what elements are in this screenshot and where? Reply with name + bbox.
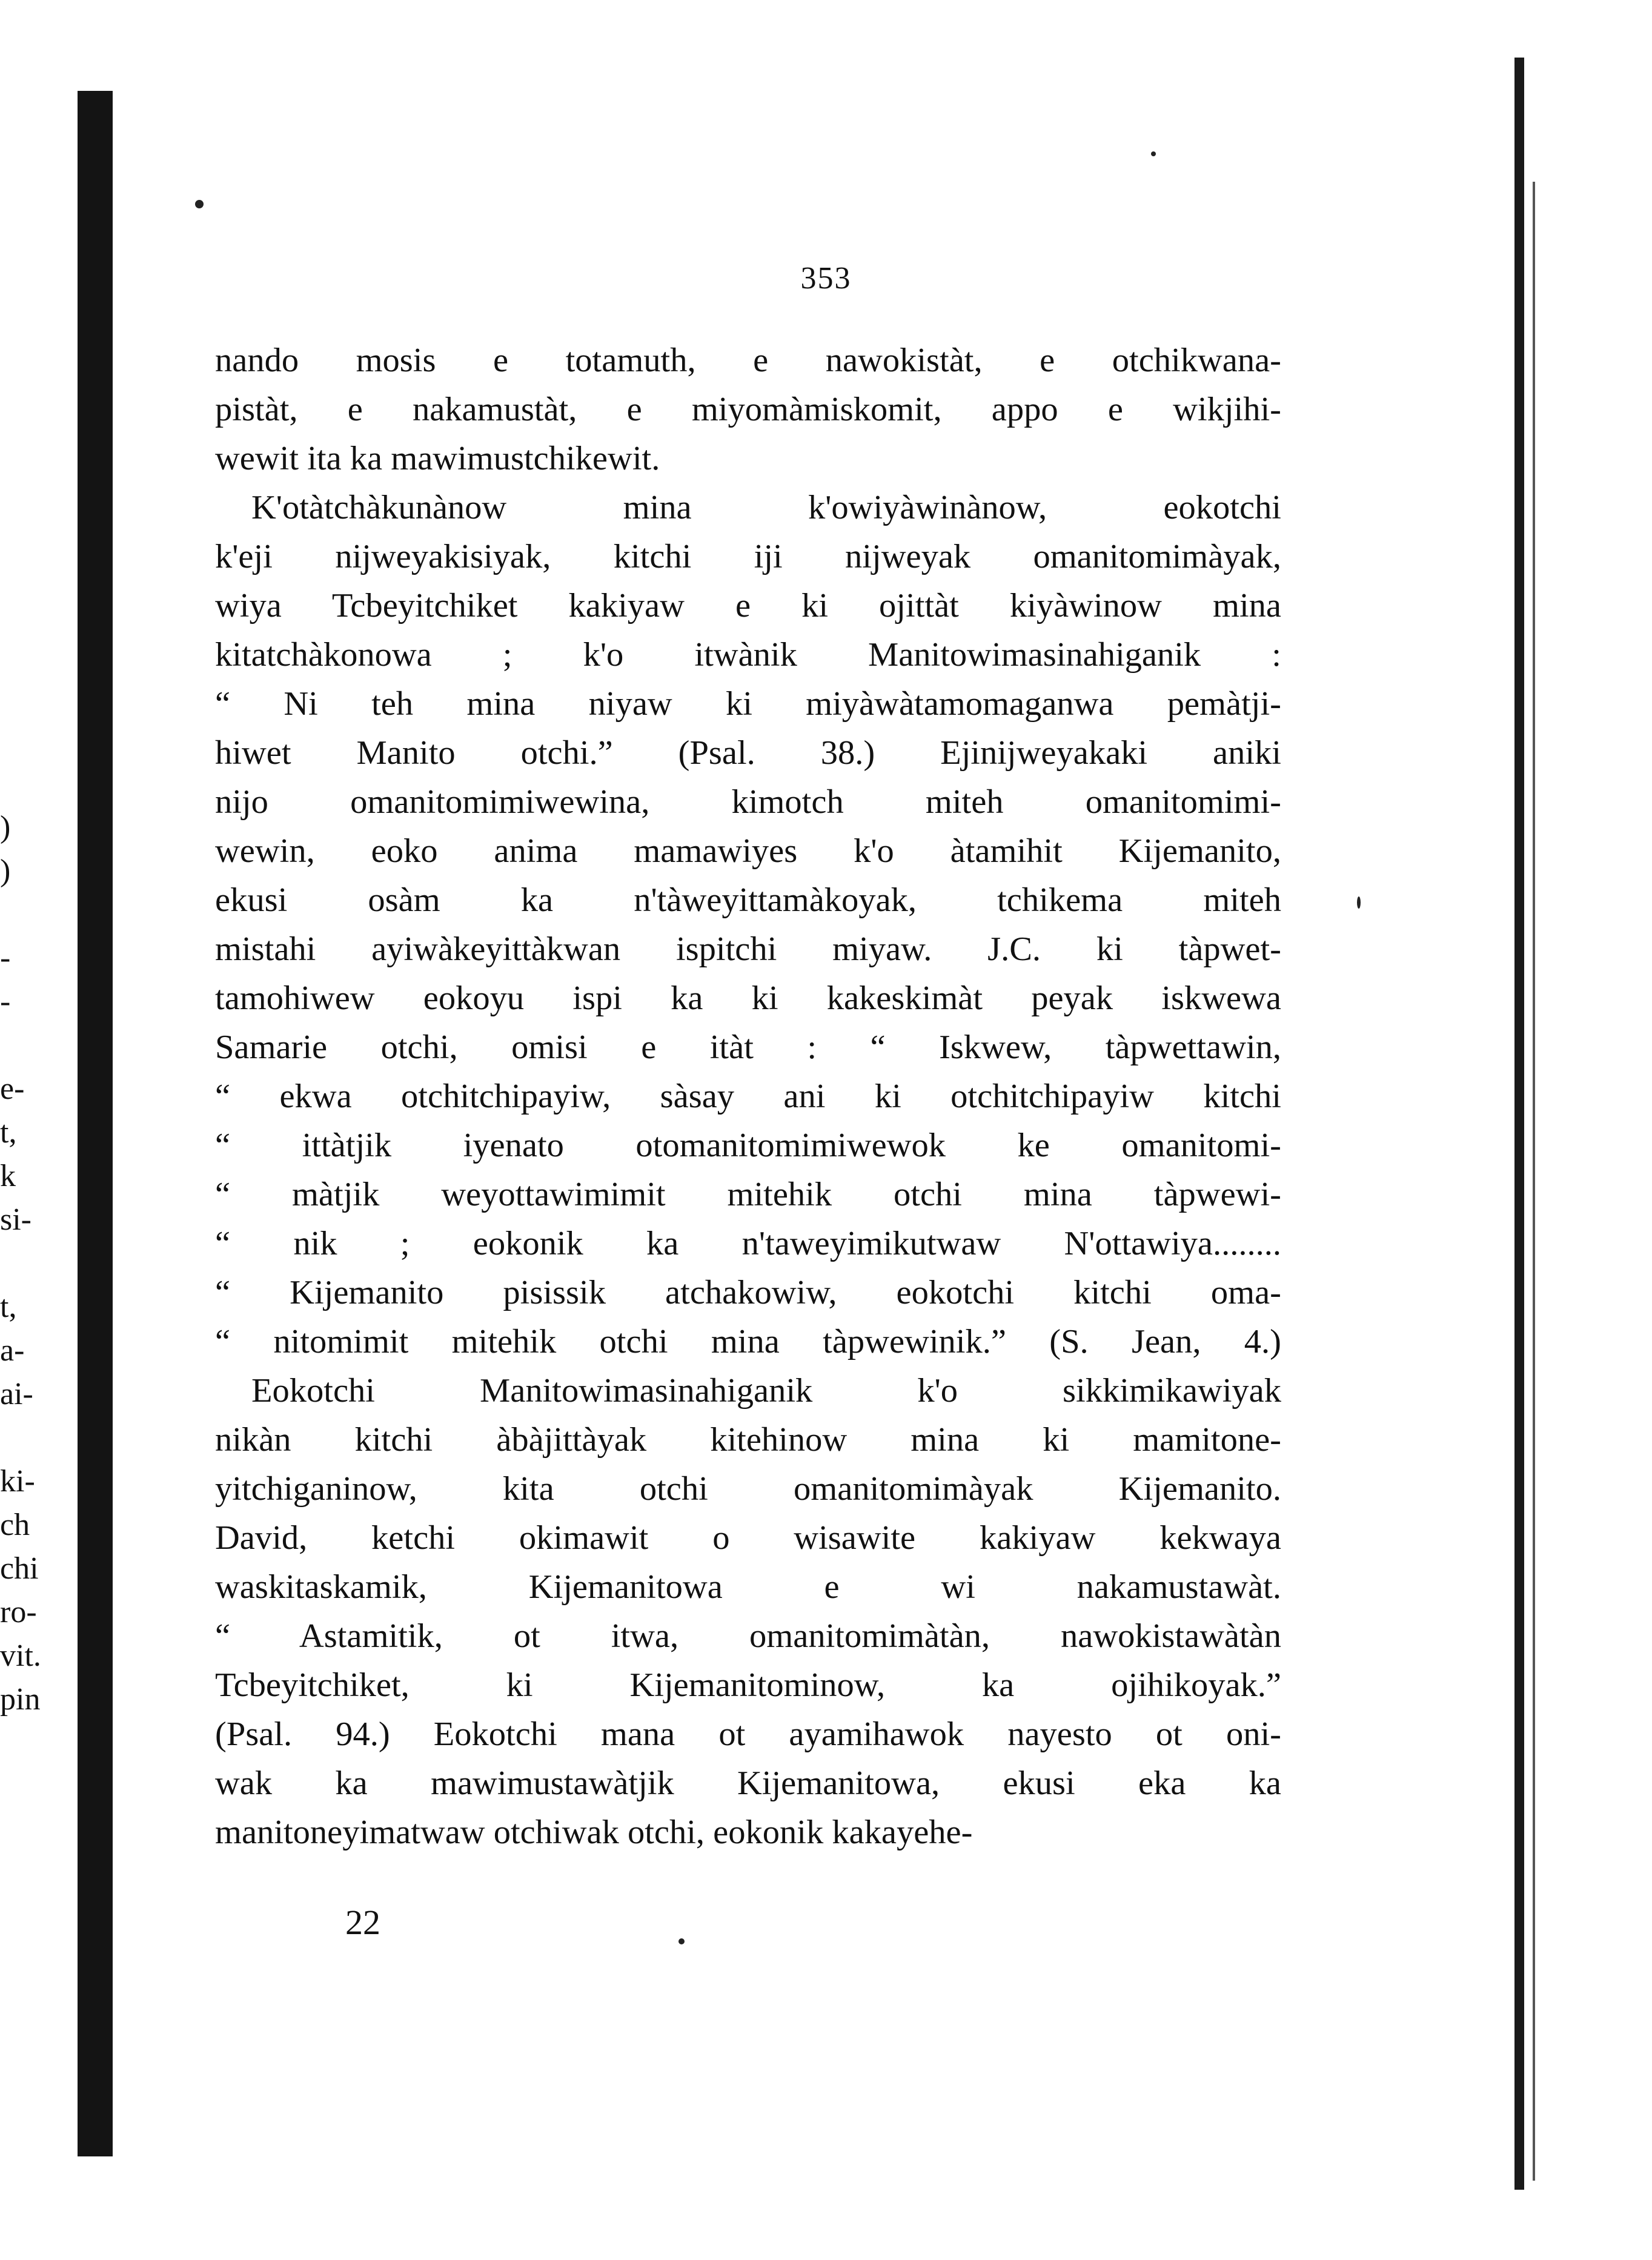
margin-fragment: -: [0, 941, 11, 975]
scan-speck: [1151, 151, 1156, 156]
margin-fragment: ai-: [0, 1377, 33, 1411]
margin-fragment: [0, 893, 103, 936]
text-line: David, ketchi okimawit o wisawite kakiyaw kekwaya: [215, 1519, 1281, 1557]
margin-fragment: a-: [0, 1333, 25, 1368]
text-line: “ Ni teh mina niyaw ki miyàwàtamomaganwa pemàtji-: [215, 685, 1281, 723]
text-line: “ màtjik weyottawimimit mitehik otchi mina tàpwewi-: [215, 1176, 1281, 1213]
text-line: “ nik ; eokonik ka n'taweyimikutwaw N'ottawiya........: [215, 1225, 1281, 1262]
margin-fragment: ): [0, 853, 11, 888]
text-line: K'otàtchàkunànow mina k'owiyàwinànow, eokotchi: [251, 489, 1281, 526]
text-line: “ nitomimit mitehik otchi mina tàpwewinik.” (S. Jean, 4.): [215, 1323, 1281, 1360]
margin-fragment: vit.: [0, 1639, 41, 1673]
margin-fragment: [0, 1024, 103, 1067]
text-line: (Psal. 94.) Eokotchi mana ot ayamihawok nayesto ot oni-: [215, 1715, 1281, 1753]
scan-speck: [195, 200, 204, 208]
text-line: Eokotchi Manitowimasinahiganik k'o sikkimikawiyak: [251, 1372, 1281, 1410]
text-line: wewin, eoko anima mamawiyes k'o àtamihit Kijemanito,: [215, 832, 1281, 870]
text-line: nando mosis e totamuth, e nawokistàt, e otchikwana-: [215, 342, 1281, 379]
text-line: wak ka mawimustawàtjik Kijemanitowa, ekusi eka ka: [215, 1765, 1281, 1802]
text-line: pistàt, e nakamustàt, e miyomàmiskomit, appo e wikjihi-: [215, 391, 1281, 428]
text-line: tamohiwew eokoyu ispi ka ki kakeskimàt peyak iskwewa: [215, 979, 1281, 1017]
page-number: 353: [800, 261, 852, 296]
text-line: k'eji nijweyakisiyak, kitchi iji nijweyak omanitomimàyak,: [215, 538, 1281, 575]
margin-fragment: t,: [0, 1115, 17, 1150]
margin-fragment: ki-: [0, 1464, 35, 1499]
text-line: ekusi osàm ka n'tàweyittamàkoyak, tchikema miteh: [215, 881, 1281, 919]
margin-fragment: si-: [0, 1202, 32, 1237]
text-line: “ ekwa otchitchipayiw, sàsay ani ki otchitchipayiw kitchi: [215, 1078, 1281, 1115]
margin-fragment: t,: [0, 1290, 17, 1324]
text-line: “ ittàtjik iyenato otomanitomimiwewok ke omanitomi-: [215, 1127, 1281, 1164]
page-edge-right: [1514, 58, 1524, 2190]
signature-mark: 22: [345, 1903, 380, 1942]
text-line: wewit ita ka mawimustchikewit.: [215, 440, 660, 477]
margin-fragment: e-: [0, 1072, 25, 1106]
text-line: hiwet Manito otchi.” (Psal. 38.) Ejinijweyakaki aniki: [215, 734, 1281, 772]
margin-fragment: ): [0, 810, 11, 844]
body-text: [215, 336, 1281, 1857]
margin-fragment: -: [0, 984, 11, 1019]
text-line: “ Kijemanito pisissik atchakowiw, eokotchi kitchi oma-: [215, 1274, 1281, 1311]
text-line: nikàn kitchi àbàjittàyak kitehinow mina ki mamitone-: [215, 1421, 1281, 1459]
text-line: kitatchàkonowa ; k'o itwànik Manitowimasinahiganik :: [215, 636, 1281, 674]
text-line: mistahi ayiwàkeyittàkwan ispitchi miyaw. J.C. ki tàpwet-: [215, 930, 1281, 968]
margin-fragment: k: [0, 1159, 16, 1193]
page-edge-right-line: [1533, 182, 1535, 2181]
text-line: Tcbeyitchiket, ki Kijemanitominow, ka ojihikoyak.”: [215, 1666, 1281, 1704]
margin-fragment: [0, 1242, 103, 1285]
scan-speck: [1357, 896, 1361, 909]
margin-fragment: [0, 1416, 103, 1460]
text-line: nijo omanitomimiwewina, kimotch miteh omanitomimi-: [215, 783, 1281, 821]
text-line: waskitaskamik, Kijemanitowa e wi nakamustawàt.: [215, 1568, 1281, 1606]
text-line: yitchiganinow, kita otchi omanitomimàyak Kijemanito.: [215, 1470, 1281, 1508]
facing-page-margin: [0, 806, 103, 1722]
scan-speck: [678, 1938, 685, 1944]
margin-fragment: chi: [0, 1551, 39, 1586]
text-line: manitoneyimatwaw otchiwak otchi, eokonik kakayehe-: [215, 1814, 973, 1851]
margin-fragment: ro-: [0, 1595, 37, 1629]
margin-fragment: pin: [0, 1682, 41, 1717]
text-line: “ Astamitik, ot itwa, omanitomimàtàn, nawokistawàtàn: [215, 1617, 1281, 1655]
text-line: Samarie otchi, omisi e itàt : “ Iskwew, tàpwettawin,: [215, 1029, 1281, 1066]
text-line: wiya Tcbeyitchiket kakiyaw e ki ojittàt kiyàwinow mina: [215, 587, 1281, 625]
margin-fragment: ch: [0, 1508, 30, 1542]
